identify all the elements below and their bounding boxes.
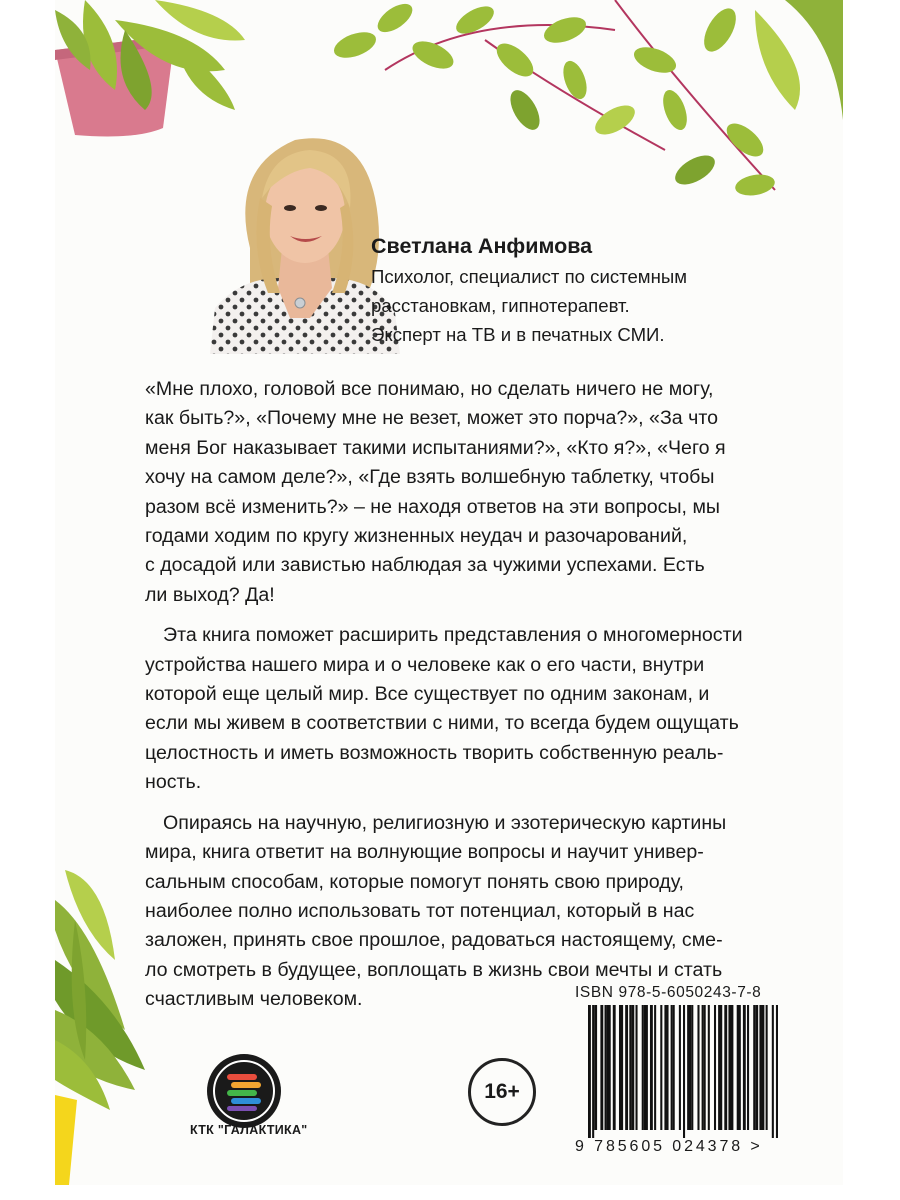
blurb-line: которой еще целый мир. Все существует по одним законам, и (145, 683, 710, 706)
blurb-line: счастливым человеком. (145, 988, 363, 1011)
barcode-bar (671, 1005, 673, 1130)
publisher-name: КТК "ГАЛАКТИКА" (190, 1123, 308, 1137)
barcode-bar (683, 1005, 685, 1138)
blurb-paragraph (145, 375, 765, 610)
barcode-bar (728, 1005, 730, 1130)
barcode-bar (636, 1005, 638, 1130)
isbn-label: ISBN 978-5-6050243-7-8 (575, 984, 762, 1001)
blurb-line: с досадой или завистью наблюдая за чужими успехами. Есть (145, 554, 705, 577)
blurb-line: Опираясь на научную, религиозную и эзотерическую картины (163, 811, 727, 834)
author-description (371, 262, 791, 349)
barcode-bar (654, 1005, 656, 1130)
blurb-line: целостность и иметь возможность творить собственную реаль- (145, 741, 724, 764)
barcode-bar (625, 1005, 628, 1130)
blurb-line: наиболее полно использовать тот потенциал, который в нас (145, 899, 695, 922)
barcode-bar (776, 1005, 778, 1138)
barcode-bar (673, 1005, 675, 1130)
blurb-line: меня Бог наказывает такими испытаниями?», «Кто я?», «Чего я (145, 436, 726, 459)
author-description-line: расстановкам, гипнотерапевт. (371, 295, 630, 316)
barcode-bar (666, 1005, 668, 1130)
barcode-bar (714, 1005, 716, 1130)
yellow-pot-icon (55, 1095, 77, 1185)
blurb-line: годами ходим по кругу жизненных неудач и разочарований, (145, 525, 688, 548)
barcode-bar (691, 1005, 693, 1130)
barcode-bar (642, 1005, 644, 1130)
blurb-line: ность. (145, 771, 202, 794)
blurb-line: заложен, принять свое прошлое, радоваться настоящему, сме- (145, 929, 723, 952)
barcode-bar (629, 1005, 631, 1130)
blurb-line: если мы живем в соответствии с ними, то всегда будем ощущать (145, 712, 739, 735)
barcode-bar (708, 1005, 710, 1130)
galaktika-logo-icon (205, 1052, 283, 1130)
leaves-top-right-icon (331, 0, 843, 198)
blurb-line: сальным способам, которые помогут понять свою природу, (145, 870, 684, 893)
barcode-bar (613, 1005, 616, 1130)
barcode-bar (660, 1005, 662, 1130)
author-description-line: Эксперт на ТВ и в печатных СМИ. (371, 324, 665, 345)
barcode-bar (731, 1005, 734, 1130)
barcode-bar (621, 1005, 623, 1130)
barcode-bar (588, 1005, 591, 1138)
barcode-bar (739, 1005, 741, 1130)
barcode-bar (747, 1005, 749, 1130)
blurb-text (145, 375, 765, 1026)
barcode (588, 1005, 778, 1140)
barcode-bar (594, 1005, 597, 1130)
barcode-bar (743, 1005, 746, 1130)
blurb-line: Эта книга поможет расширить представления о многомерности (163, 624, 743, 647)
barcode-bar (761, 1005, 764, 1130)
barcode-bar (631, 1005, 634, 1130)
blurb-line: «Мне плохо, головой все понимаю, но сделать ничего не могу, (145, 378, 714, 400)
barcode-bar (646, 1005, 648, 1130)
blurb-line: хочу на самом деле?», «Где взять волшебную таблетку, чтобы (145, 466, 715, 489)
leaves-bottom-left-icon (55, 870, 145, 1110)
barcode-bar (766, 1005, 768, 1130)
barcode-bar (592, 1005, 594, 1138)
barcode-bar (650, 1005, 653, 1130)
barcode-bar (664, 1005, 666, 1130)
barcode-bar (605, 1005, 607, 1130)
barcode-bar (609, 1005, 611, 1130)
author-name: Светлана Анфимова (371, 234, 593, 258)
book-back-cover (55, 0, 843, 1185)
barcode-bar (600, 1005, 603, 1130)
barcode-bar (720, 1005, 722, 1130)
barcode-bar (704, 1005, 706, 1130)
blurb-line: устройства нашего мира и о человеке как о его части, внутри (145, 653, 705, 676)
barcode-bar (689, 1005, 691, 1130)
blurb-line: мира, книга ответит на волнующие вопросы и научит универ- (145, 841, 704, 864)
barcode-digits: 9 785605 024378 > (575, 1138, 763, 1155)
barcode-bar (755, 1005, 758, 1130)
blurb-line: как быть?», «Почему мне не везет, может это порча?», «За что (145, 407, 718, 430)
barcode-bar (702, 1005, 704, 1130)
barcode-bar (772, 1005, 774, 1138)
blurb-line: ло смотреть в будущее, воплощать в жизнь свои мечты и стать (145, 958, 723, 981)
blurb-line: ли выход? Да! (145, 583, 275, 606)
barcode-bar (724, 1005, 727, 1130)
blurb-line: разом всё изменить?» – не находя ответов на эти вопросы, мы (145, 495, 720, 518)
barcode-bar (759, 1005, 761, 1130)
blurb-paragraph (145, 621, 765, 797)
barcode-bar (753, 1005, 755, 1130)
age-rating-badge: 16+ (468, 1058, 536, 1126)
author-description-line: Психолог, специалист по системным (371, 266, 688, 287)
barcode-bar (679, 1005, 681, 1130)
barcode-bar (697, 1005, 699, 1130)
